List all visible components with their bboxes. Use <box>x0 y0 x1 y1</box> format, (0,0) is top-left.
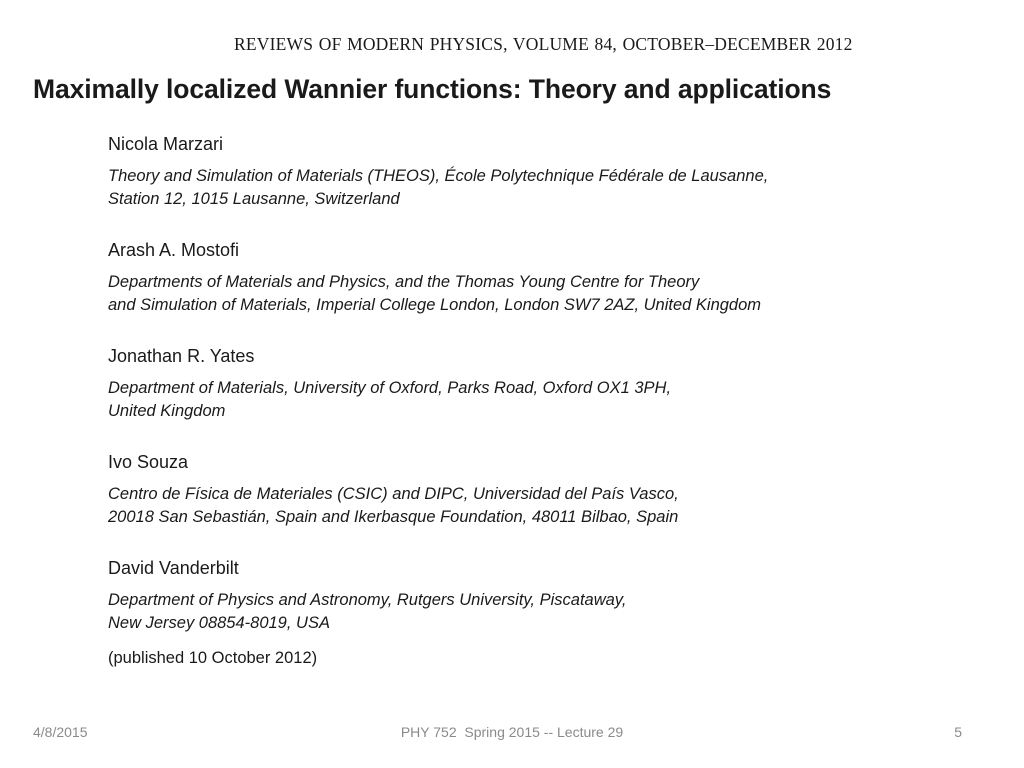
author-name: Jonathan R. Yates <box>108 346 255 366</box>
journal-header: REVIEWS OF MODERN PHYSICS, VOLUME 84, OCTOBER–DECEMBER 2012 <box>234 34 853 54</box>
affiliation-line: United Kingdom <box>108 402 226 420</box>
paper-title: Maximally localized Wannier functions: Theory and applications <box>33 74 832 104</box>
author-block <box>108 344 968 423</box>
affiliation-line: 20018 San Sebastián, Spain and Ikerbasque Foundation, 48011 Bilbao, Spain <box>108 508 679 526</box>
author-name: David Vanderbilt <box>108 558 239 578</box>
footer-course-title: PHY 752 Spring 2015 -- Lecture 29 <box>400 724 624 740</box>
author-block <box>108 132 968 211</box>
author-affiliation <box>108 483 968 529</box>
author-name: Nicola Marzari <box>108 134 224 154</box>
author-name: Arash A. Mostofi <box>108 240 240 260</box>
affiliation-line: New Jersey 08854-8019, USA <box>108 614 330 632</box>
author-block <box>108 556 968 635</box>
affiliation-line: Centro de Física de Materiales (CSIC) and DIPC, Universidad del País Vasco, <box>108 485 679 503</box>
author-affiliation <box>108 589 968 635</box>
affiliation-line: Departments of Materials and Physics, and the Thomas Young Centre for Theory <box>108 273 700 291</box>
affiliation-line: Department of Physics and Astronomy, Rutgers University, Piscataway, <box>108 591 627 609</box>
author-affiliation <box>108 271 968 317</box>
author-block <box>108 238 968 317</box>
author-block <box>108 450 968 529</box>
affiliation-line: Department of Materials, University of Oxford, Parks Road, Oxford OX1 3PH, <box>108 379 672 397</box>
author-affiliation <box>108 377 968 423</box>
footer-date: 4/8/2015 <box>33 724 88 740</box>
author-affiliation <box>108 165 968 211</box>
affiliation-line: Theory and Simulation of Materials (THEOS), École Polytechnique Fédérale de Lausanne, <box>108 167 769 185</box>
affiliation-line: Station 12, 1015 Lausanne, Switzerland <box>108 190 400 208</box>
affiliation-line: and Simulation of Materials, Imperial College London, London SW7 2AZ, United Kingdom <box>108 296 762 314</box>
slide-number: 5 <box>954 724 962 740</box>
publication-date: (published 10 October 2012) <box>108 649 318 667</box>
author-name: Ivo Souza <box>108 452 189 472</box>
